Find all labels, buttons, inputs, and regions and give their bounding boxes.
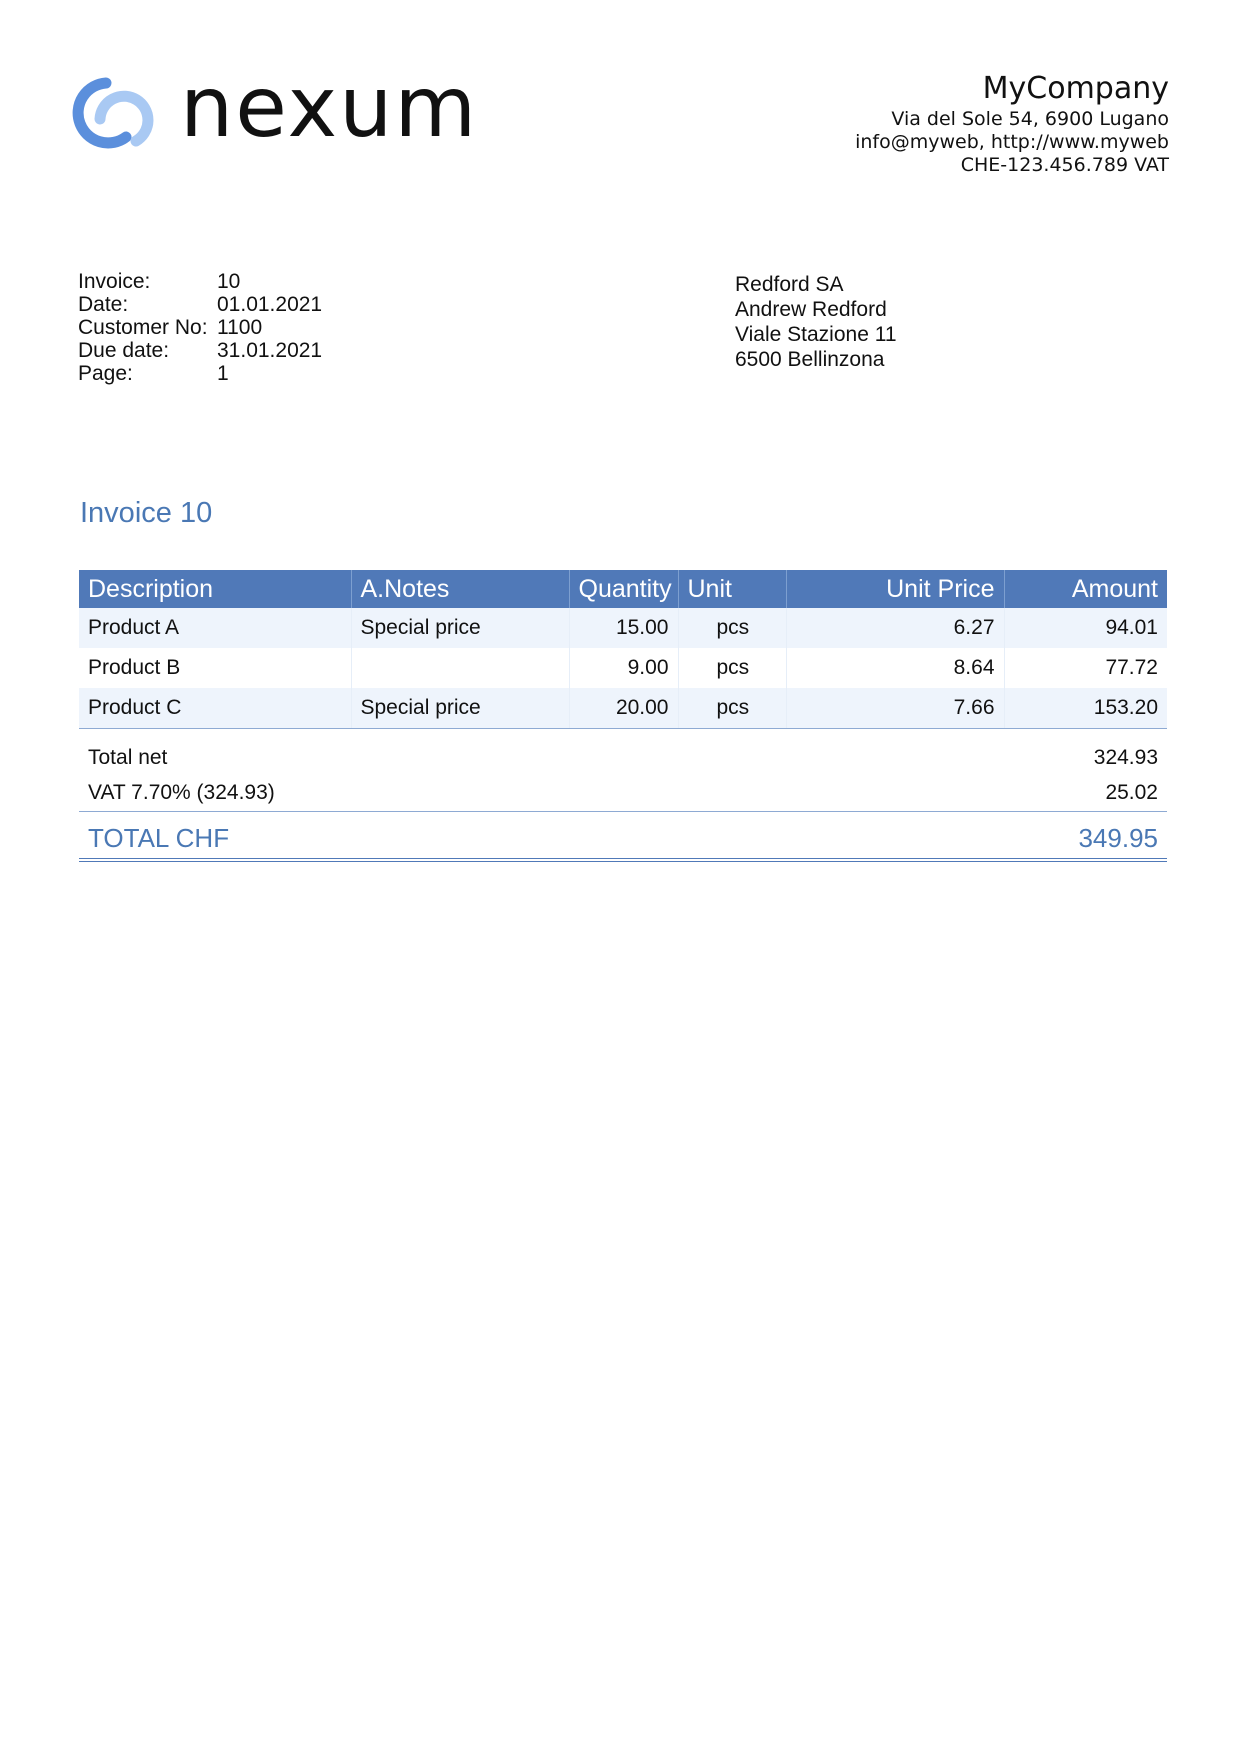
- info-label: Due date:: [78, 339, 170, 362]
- company-block: [855, 70, 1169, 177]
- column-header-unit-price: Unit Price: [786, 570, 1004, 608]
- info-label: Date:: [78, 293, 129, 316]
- info-row-date: [78, 293, 322, 316]
- cell-unit: pcs: [678, 648, 786, 688]
- spacer-row: [79, 729, 1167, 742]
- invoice-info: [78, 270, 322, 385]
- info-value: 31.01.2021: [217, 339, 323, 362]
- table-row: [79, 648, 1167, 688]
- cell-unit: pcs: [678, 688, 786, 729]
- cell-amount: 77.72: [1105, 656, 1158, 679]
- cell-amount: 94.01: [1004, 608, 1167, 648]
- info-value: 10: [217, 270, 241, 293]
- column-header-notes: A.Notes: [351, 570, 569, 608]
- vat-row: [79, 775, 1167, 812]
- cell-description: Product A: [79, 608, 351, 648]
- company-name: MyCompany: [982, 71, 1169, 106]
- company-contact: info@myweb, http://www.myweb: [855, 131, 1169, 153]
- vat-value: 25.02: [1004, 775, 1167, 812]
- grand-total-row: [79, 818, 1167, 860]
- cell-notes: Special price: [351, 688, 569, 729]
- customer-address: [735, 272, 897, 372]
- invoice-table: [79, 570, 1167, 862]
- total-net-row: [79, 741, 1167, 775]
- cell-unit-price: 8.64: [786, 648, 1004, 688]
- cell-quantity: 20.00: [569, 688, 678, 729]
- info-row-page: [78, 362, 322, 385]
- table-row: [79, 688, 1167, 729]
- table-header-row: [79, 570, 1167, 608]
- info-value: 1100: [217, 316, 263, 339]
- info-row-customer: [78, 316, 322, 339]
- company-logo: [66, 58, 479, 158]
- logo-wordmark: nexum: [180, 58, 479, 156]
- cell-unit-price: 6.27: [786, 608, 1004, 648]
- cell-quantity: 15.00: [569, 608, 678, 648]
- table-row: [79, 608, 1167, 648]
- cell-unit-price: 7.66: [786, 688, 1004, 729]
- document-title: Invoice 10: [80, 497, 213, 529]
- column-header-quantity: Quantity: [569, 570, 678, 608]
- address-line: 6500 Bellinzona: [735, 348, 885, 371]
- company-address: Via del Sole 54, 6900 Lugano: [891, 108, 1169, 130]
- cell-quantity: 9.00: [569, 648, 678, 688]
- total-net-value: 324.93: [1093, 746, 1158, 769]
- info-row-invoice: [78, 270, 322, 293]
- info-row-due-date: [78, 339, 322, 362]
- info-label: Page:: [78, 362, 133, 385]
- vat-label: VAT 7.70% (324.93): [79, 775, 1004, 812]
- grand-total-value: 349.95: [1004, 818, 1167, 860]
- info-value: 01.01.2021: [217, 293, 323, 316]
- cell-notes: [351, 648, 569, 688]
- info-label: Customer No:: [78, 316, 208, 339]
- cell-notes: Special price: [351, 608, 569, 648]
- cell-amount: 153.20: [1004, 688, 1167, 729]
- address-line: Redford SA: [735, 273, 844, 296]
- column-header-description: Description: [79, 570, 351, 608]
- address-line: Andrew Redford: [735, 298, 887, 321]
- nexum-swirl-logo-icon: [66, 75, 158, 151]
- info-label: Invoice:: [78, 270, 151, 293]
- column-header-amount: Amount: [1004, 570, 1167, 608]
- cell-description: Product B: [79, 648, 351, 688]
- total-net-label: Total net: [88, 746, 168, 769]
- info-value: 1: [217, 362, 229, 385]
- cell-unit: pcs: [678, 608, 786, 648]
- grand-total-label: TOTAL CHF: [79, 818, 1004, 860]
- cell-description: Product C: [79, 688, 351, 729]
- address-line: Viale Stazione 11: [735, 323, 897, 346]
- company-vat: CHE-123.456.789 VAT: [960, 154, 1169, 176]
- column-header-unit: Unit: [678, 570, 786, 608]
